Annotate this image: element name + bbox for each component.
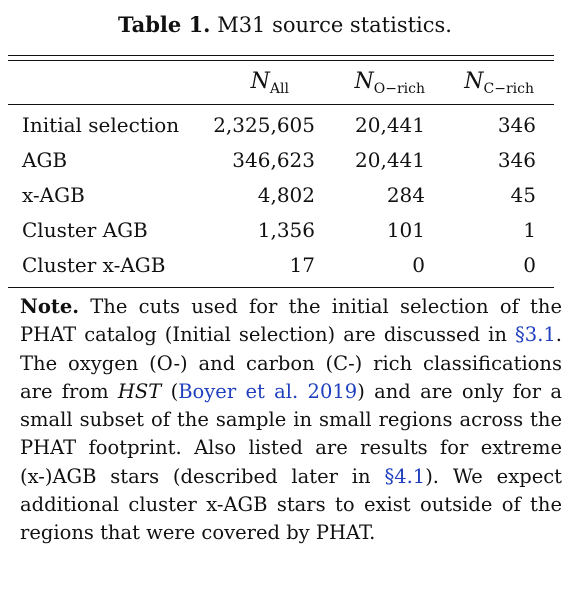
note-text-part: ). We expect additional cluster x-AGB stars to exist outside of the regions that were covered by PHAT.: [20, 464, 563, 545]
cell-n-c-rich: 0: [523, 253, 536, 277]
table-caption-title: M31 source statistics.: [217, 13, 452, 37]
table-caption-label: Table 1.: [118, 12, 211, 37]
cell-n-o-rich: 20,441: [355, 148, 425, 172]
cell-n-o-rich: 20,441: [355, 113, 425, 137]
cell-n-all: 17: [289, 253, 315, 277]
note-label: Note.: [20, 295, 80, 318]
header-n-o-rich-subscript: O−rich: [373, 81, 425, 97]
cell-n-c-rich: 346: [497, 148, 536, 172]
table-row: [0, 108, 570, 142]
cell-n-c-rich: 346: [497, 113, 536, 137]
row-label: x-AGB: [22, 183, 85, 207]
header-n-o-rich: [300, 66, 425, 98]
row-label: Initial selection: [22, 113, 180, 137]
header-n-all-subscript: All: [269, 81, 289, 97]
top-rule-second: [8, 60, 554, 61]
section-3-1-link[interactable]: §3.1: [515, 323, 556, 347]
cell-n-o-rich: 284: [386, 183, 425, 207]
boyer-2019-citation-link[interactable]: Boyer et al. 2019: [178, 379, 358, 403]
cell-n-all: 1,356: [257, 218, 315, 242]
table-row: [0, 213, 570, 247]
note-text-part: The cuts used for the initial selection of the PHAT catalog (Initial selection) are discussed in: [20, 295, 562, 347]
table-row: [0, 248, 570, 282]
header-n-all-symbol: N: [250, 69, 270, 94]
note-text-part: . The oxygen (O-) and carbon (C-) rich classifications are from: [20, 323, 562, 403]
table-note: [20, 293, 562, 548]
note-text-part: ) and are only for a small subset of the sample in small regions across the PHAT footprint. Also listed are results for extreme (x-)AGB stars (described later in: [20, 379, 563, 488]
hst-term: HST: [117, 379, 162, 403]
header-n-c-rich: [430, 66, 534, 98]
header-n-c-rich-symbol: N: [464, 69, 484, 94]
section-4-1-link[interactable]: §4.1: [384, 464, 426, 488]
cell-n-all: 2,325,605: [213, 113, 315, 137]
table-row: [0, 143, 570, 177]
bottom-rule: [8, 287, 554, 288]
table-row: [0, 178, 570, 212]
table-caption: [0, 12, 570, 38]
row-label: Cluster x-AGB: [22, 253, 166, 277]
top-rule: [8, 55, 554, 56]
cell-n-all: 4,802: [257, 183, 315, 207]
cell-n-all: 346,623: [232, 148, 315, 172]
cell-n-o-rich: 0: [412, 253, 425, 277]
cell-n-c-rich: 45: [510, 183, 536, 207]
cell-n-c-rich: 1: [523, 218, 536, 242]
header-n-c-rich-subscript: C−rich: [483, 81, 534, 97]
row-label: AGB: [22, 148, 68, 172]
header-n-o-rich-symbol: N: [354, 69, 374, 94]
cell-n-o-rich: 101: [386, 218, 425, 242]
header-n-all: [180, 66, 289, 98]
row-label: Cluster AGB: [22, 218, 148, 242]
note-text-part: (: [161, 379, 179, 403]
header-rule: [8, 104, 554, 105]
